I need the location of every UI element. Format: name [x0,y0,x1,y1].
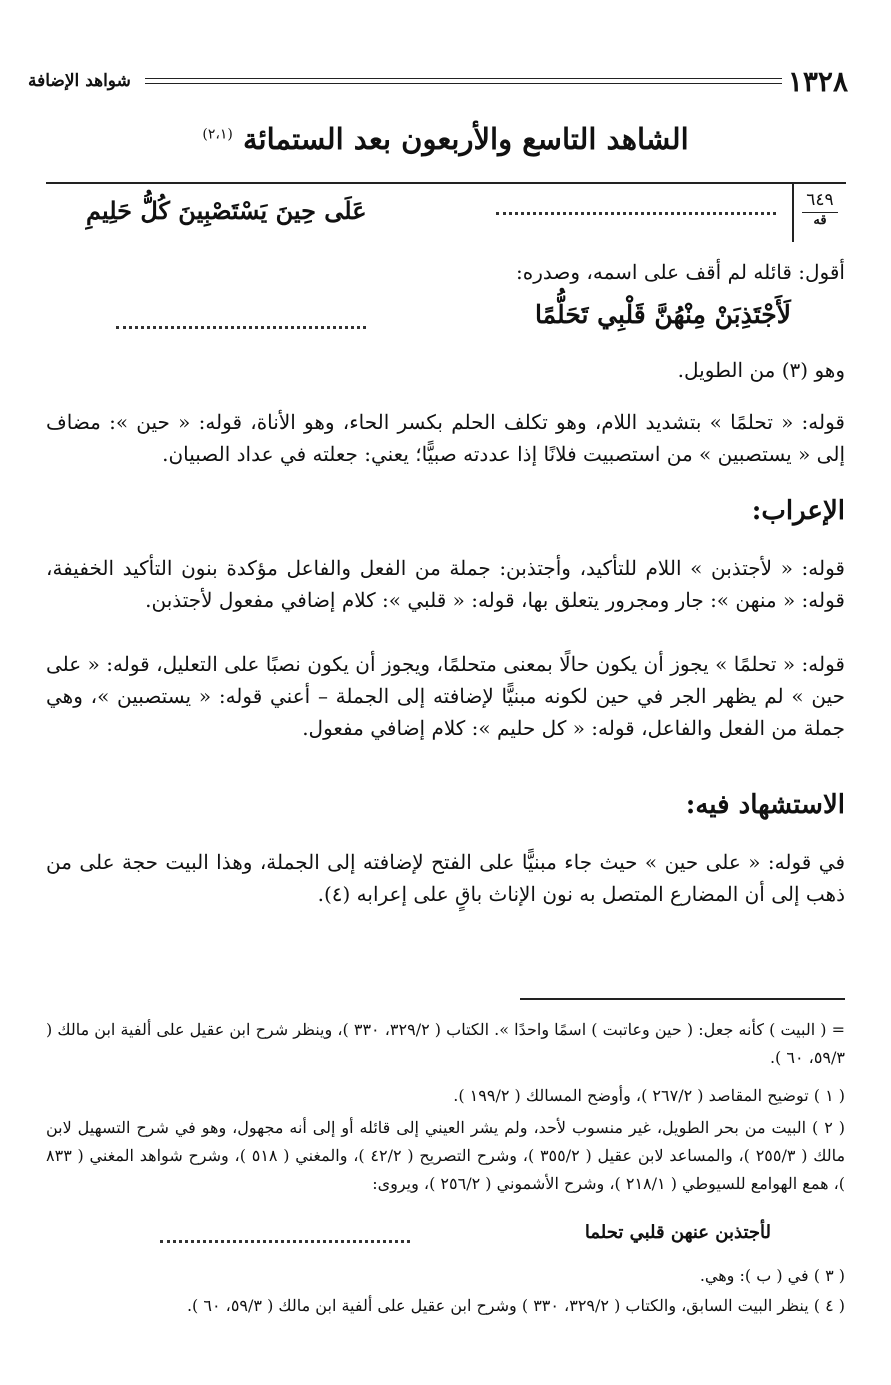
footnote-1: ( ١ ) توضيح المقاصد ( ٢٦٧/٢ )، وأوضح المسالك ( ١٩٩/٢ ). [453,1086,845,1105]
running-header [28,62,848,100]
irab-paragraph-1: قوله: « لأجتذبن » اللام للتأكيد، وأجتذبن: جملة من الفعل والفاعل مؤكدة بنون التأكيد الخفيفة، قوله: « منهن »: جار ومجرور يتعلق بها، قوله: « قلبي »: كلام إضافي مفعول لأجتذبن. [46,556,845,612]
footnote-2-verse-dots [160,1232,410,1243]
footnote-4: ( ٤ ) ينظر البيت السابق، والكتاب ( ٣٢٩/٢، ٣٣٠ ) وشرح ابن عقيل على ألفية ابن مالك ( ٥٩/٣، ٦٠ ). [186,1296,845,1315]
footnote-rule [520,998,845,1000]
footnote-2: ( ٢ ) البيت من بحر الطويل، غير منسوب لأحد، ولم يشر العيني إلى قائله أو إلى أنه مجهول، وهو في شرح التسهيل لابن مالك ( ٢٥٥/٣ )، والمساعد لابن عقيل ( ٣٥٥/٢ )، وشرح التصريح ( ٤٢/٢ )، والمغني ( ٥١٨ )، وشرح شواهد المغني ( ٨٣٣ )، همع الهوامع للسيوطي ( ٢١٨/١ )، وشرح الأشموني ( ٢٥٦/٢ )، ويروى: [46,1118,846,1193]
footnote-continued: = ( البيت ) كأنه جعل: ( حين وعاتبت ) اسمًا واحدًا ». الكتاب ( ٣٢٩/٢، ٣٣٠ )، وينظر شرح ابن عقيل على ألفية ابن مالك ( ٥٩/٣، ٦٠ ). [46,1020,846,1067]
vocabulary-paragraph: قوله: « تحلمًا » بتشديد اللام، وهو تكلف الحلم بكسر الحاء، وهو الأناة، قوله: « حين »: مضاف إلى « يستصبين » من استصبيت فلانًا إذا عددته صبيًّا؛ يعني: جعلته في عداد الصبيان. [46,410,845,466]
shahid-heading: الاستشهاد فيه: [685,790,845,820]
chapter-title [100,122,791,156]
footnote-3: ( ٣ ) في ( ب ): وهي. [699,1266,845,1285]
shahid-paragraph: في قوله: « على حين » حيث جاء مبنيًّا على الفتح لإضافته إلى الجملة، وهذا البيت حجة على من ذهب إلى أن المضارع المتصل به نون الإناث باقٍ على إعرابه (٤). [46,850,845,906]
header-rule [145,78,782,84]
meter-line: وهو (٣) من الطويل. [677,358,845,382]
verse-bar [46,182,846,244]
section-name: شواهد الإضافة [28,71,131,91]
verse-first-half: لَأَجْتَذِبَنْ مِنْهُنَّ قَلْبِي تَحَلُّمًا [534,300,791,329]
verse-placeholder-dots [496,202,776,215]
irab-paragraph-2: قوله: « تحلمًا » يجوز أن يكون حالًا بمعنى متحلمًا، ويجوز أن يكون نصبًا على التعليل، قوله: « على حين » لم يظهر الجر في حين لكونه مبنيًّا لإضافته إلى الجملة – أعني قوله: « يستصبين »، وهي جملة من الفعل والفاعل، قوله: « كل حليم »: كلام إضافي مفعول. [46,652,845,740]
page-number: ١٣٢٨ [787,64,848,98]
verse-number-box [792,184,846,242]
verse-number-sub: قه [802,212,838,228]
verse-number: ٦٤٩ [806,190,834,210]
verse-second-half: عَلَى حِينَ يَسْتَصْبِينَ كُلُّ حَلِيمِ [86,196,367,225]
irab-heading: الإعراب: [751,496,845,526]
footnote-2-verse: لأجتذبن عنهن قلبي تحلما [584,1222,771,1243]
chapter-title-text: الشاهد التاسع والأربعون بعد الستمائة [242,122,689,156]
intro-line: أقول: قائله لم أقف على اسمه، وصدره: [516,260,845,284]
title-footnote-mark: (٢،١) [202,126,233,143]
verse-first-half-dots [116,318,366,329]
